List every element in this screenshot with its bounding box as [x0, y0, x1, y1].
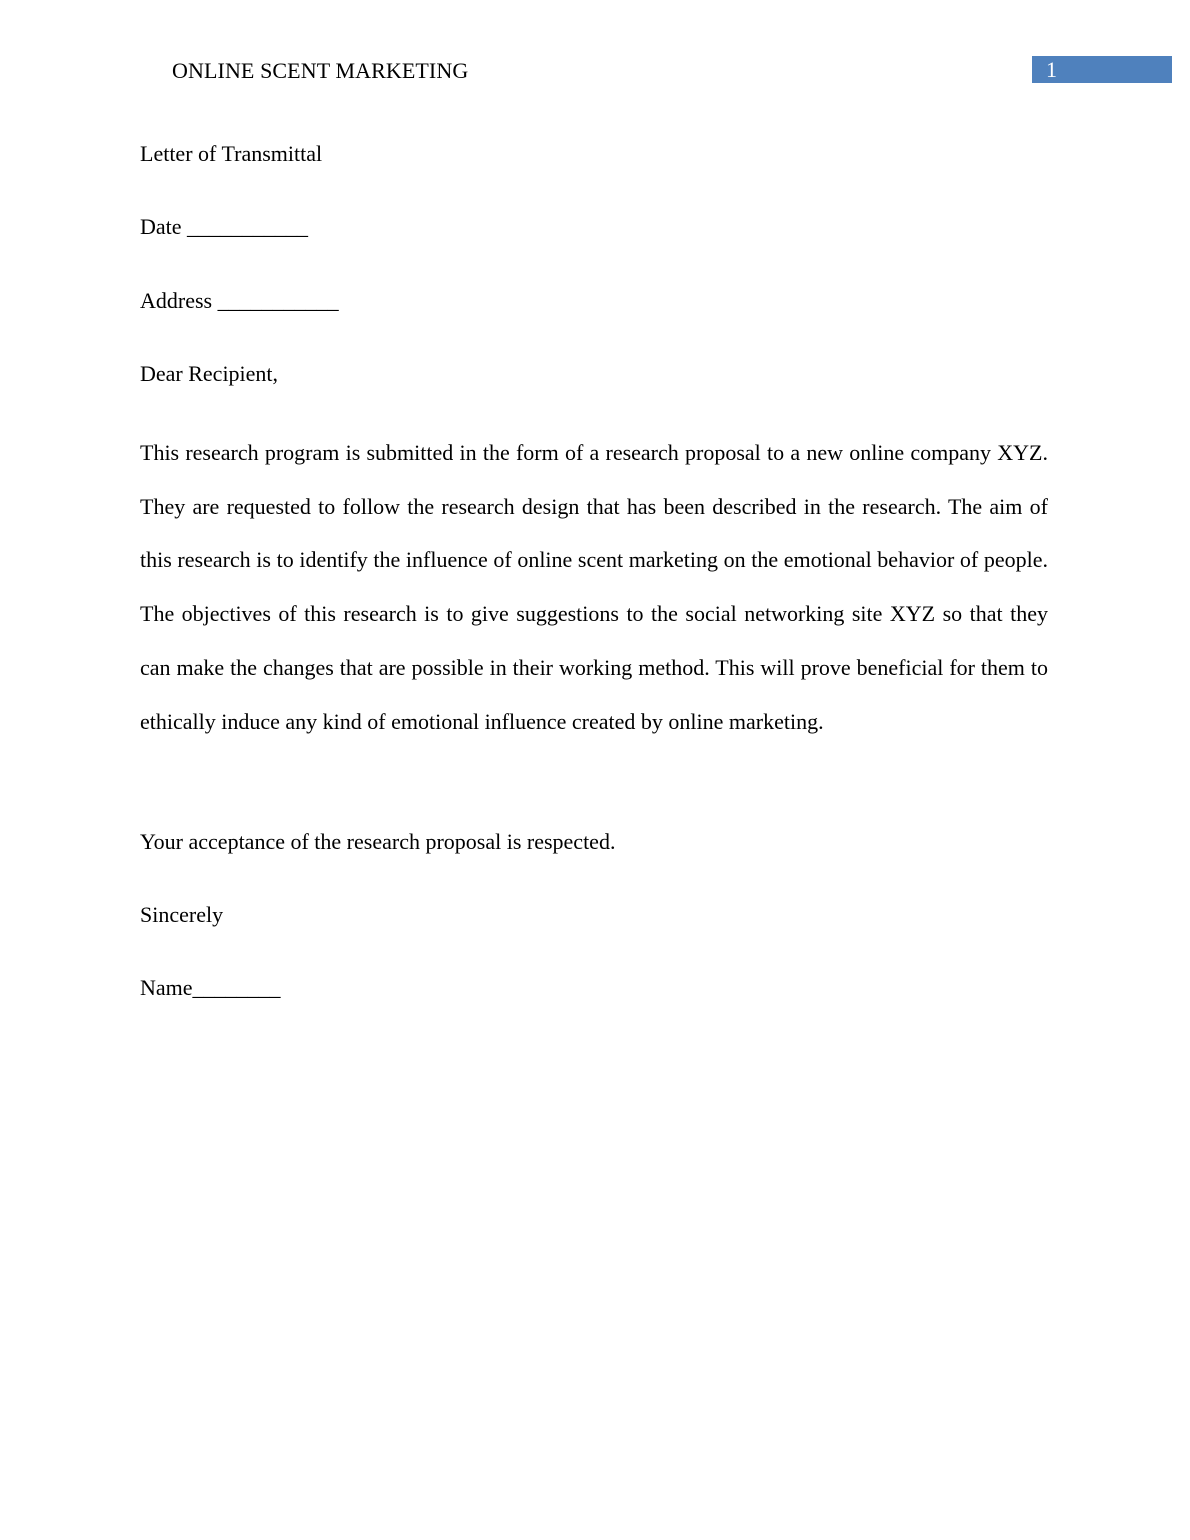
date-line: Date ___________	[140, 214, 309, 239]
salutation: Dear Recipient,	[140, 361, 279, 386]
address-line: Address ___________	[140, 288, 339, 313]
name-line: Name________	[140, 975, 281, 1000]
closing: Sincerely	[140, 902, 224, 927]
acceptance-line: Your acceptance of the research proposal is respected.	[140, 829, 616, 854]
letter-body-paragraph: This research program is submitted in the form of a research proposal to a new online company XYZ. They are requested to follow the research design that has been described in the research. The aim of this research is to identify the influence of online scent marketing on the emotional behavior of people. The objectives of this research is to give suggestions to the social networking site XYZ so that they can make the changes that are possible in their working method. This will prove beneficial for them to ethically induce any kind of emotional influence created by online marketing.	[140, 440, 1048, 734]
page-number-box	[1032, 56, 1172, 83]
page-number: 1	[1046, 57, 1057, 82]
running-head-title: ONLINE SCENT MARKETING	[172, 58, 469, 83]
letter-heading: Letter of Transmittal	[140, 141, 323, 166]
